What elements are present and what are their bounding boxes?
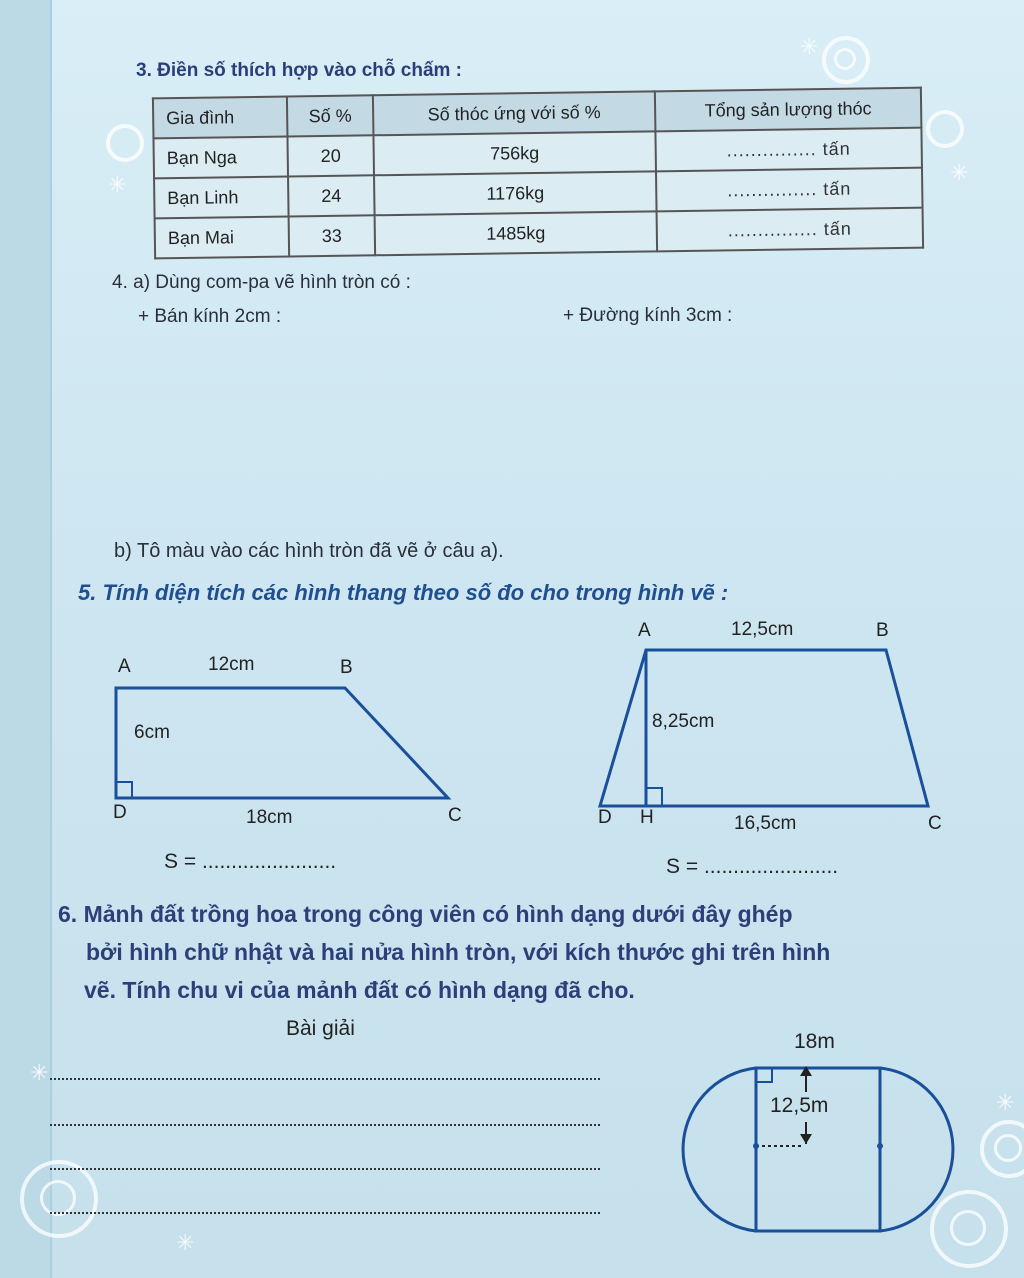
answer-line[interactable] [50,1168,600,1170]
vertex-b-label: B [340,657,353,678]
right-angle-marker [756,1068,772,1082]
arrowhead-down-icon [800,1134,812,1144]
height-label: 8,25cm [652,711,715,732]
vertex-h-label: H [640,807,654,828]
radius-instruction: + Bán kính 2cm : [138,306,282,327]
cell-amount: 756kg [373,131,656,175]
vertex-d-label: D [598,807,612,828]
area-answer-1[interactable]: S = ....................... [164,850,337,873]
sparkle-icon: ✳ [800,34,819,59]
cell-name: Bạn Linh [154,176,289,218]
column-header: Số % [287,95,374,136]
sparkle-icon: ✳ [950,160,969,185]
sparkle-icon: ✳ [996,1090,1015,1115]
cell-percent: 20 [287,135,374,176]
sparkle-icon: ✳ [30,1060,49,1085]
answer-line[interactable] [50,1124,600,1126]
bottom-base-label: 18cm [246,807,293,828]
exercise-6-text [58,895,1008,1009]
vertex-b-label: B [876,620,889,641]
cell-percent: 24 [288,175,375,216]
exercise-3-heading: 3. Điền số thích hợp vào chỗ chấm : [136,60,463,81]
sparkle-icon: ✳ [176,1230,195,1255]
answer-line[interactable] [50,1078,600,1080]
column-header: Tổng sản lượng thóc [655,88,922,132]
flowerbed-left-semicircle [683,1068,756,1231]
exercise-5-heading: 5. Tính diện tích các hình thang theo số đo cho trong hình vẽ : [78,580,729,605]
exercise-6-line: bởi hình chữ nhật và hai nửa hình tròn, với kích thước ghi trên hình [86,939,831,965]
vertex-a-label: A [638,620,651,641]
vertex-c-label: C [448,805,462,826]
diameter-instruction: + Đường kính 3cm : [563,305,733,326]
flowerbed-rectangle [756,1068,880,1231]
answer-line[interactable] [50,1212,600,1214]
center-dot [753,1143,759,1149]
cell-total-blank[interactable]: ............... tấn [656,168,923,212]
exercise-4a-text: 4. a) Dùng com-pa vẽ hình tròn có : [112,272,411,293]
right-angle-marker [646,788,662,806]
cell-name: Bạn Mai [155,216,290,258]
column-header: Gia đình [153,96,288,138]
top-base-label: 12,5cm [731,619,794,640]
cell-total-blank[interactable]: ............... tấn [655,128,922,172]
cell-amount: 1485kg [375,211,658,255]
sparkle-icon: ✳ [108,172,127,197]
top-base-label: 12cm [208,654,255,675]
flowerbed-right-semicircle [880,1068,953,1231]
cell-name: Bạn Nga [153,136,288,178]
center-dot [877,1143,883,1149]
trapezoid-2-shape [600,650,928,806]
cell-amount: 1176kg [374,171,657,215]
exercise-6-line: vẽ. Tính chu vi của mảnh đất có hình dạng đã cho. [84,977,635,1003]
exercise-4b-text: b) Tô màu vào các hình tròn đã vẽ ở câu a). [114,540,504,562]
solution-label: Bài giải [286,1017,355,1040]
vertex-c-label: C [928,813,942,834]
right-angle-marker [116,782,132,798]
width-label: 12,5m [770,1094,829,1117]
cell-total-blank[interactable]: ............... tấn [657,208,924,252]
height-label: 6cm [134,722,170,743]
column-header: Số thóc ứng với số % [373,91,656,135]
exercise-6-line: 6. Mảnh đất trồng hoa trong công viên có hình dạng dưới đây ghép [58,901,793,927]
vertex-a-label: A [118,656,131,677]
cell-percent: 33 [289,215,376,256]
vertex-d-label: D [113,802,127,823]
length-label: 18m [794,1030,835,1053]
bottom-base-label: 16,5cm [734,813,797,834]
area-answer-2[interactable]: S = ....................... [666,855,839,878]
